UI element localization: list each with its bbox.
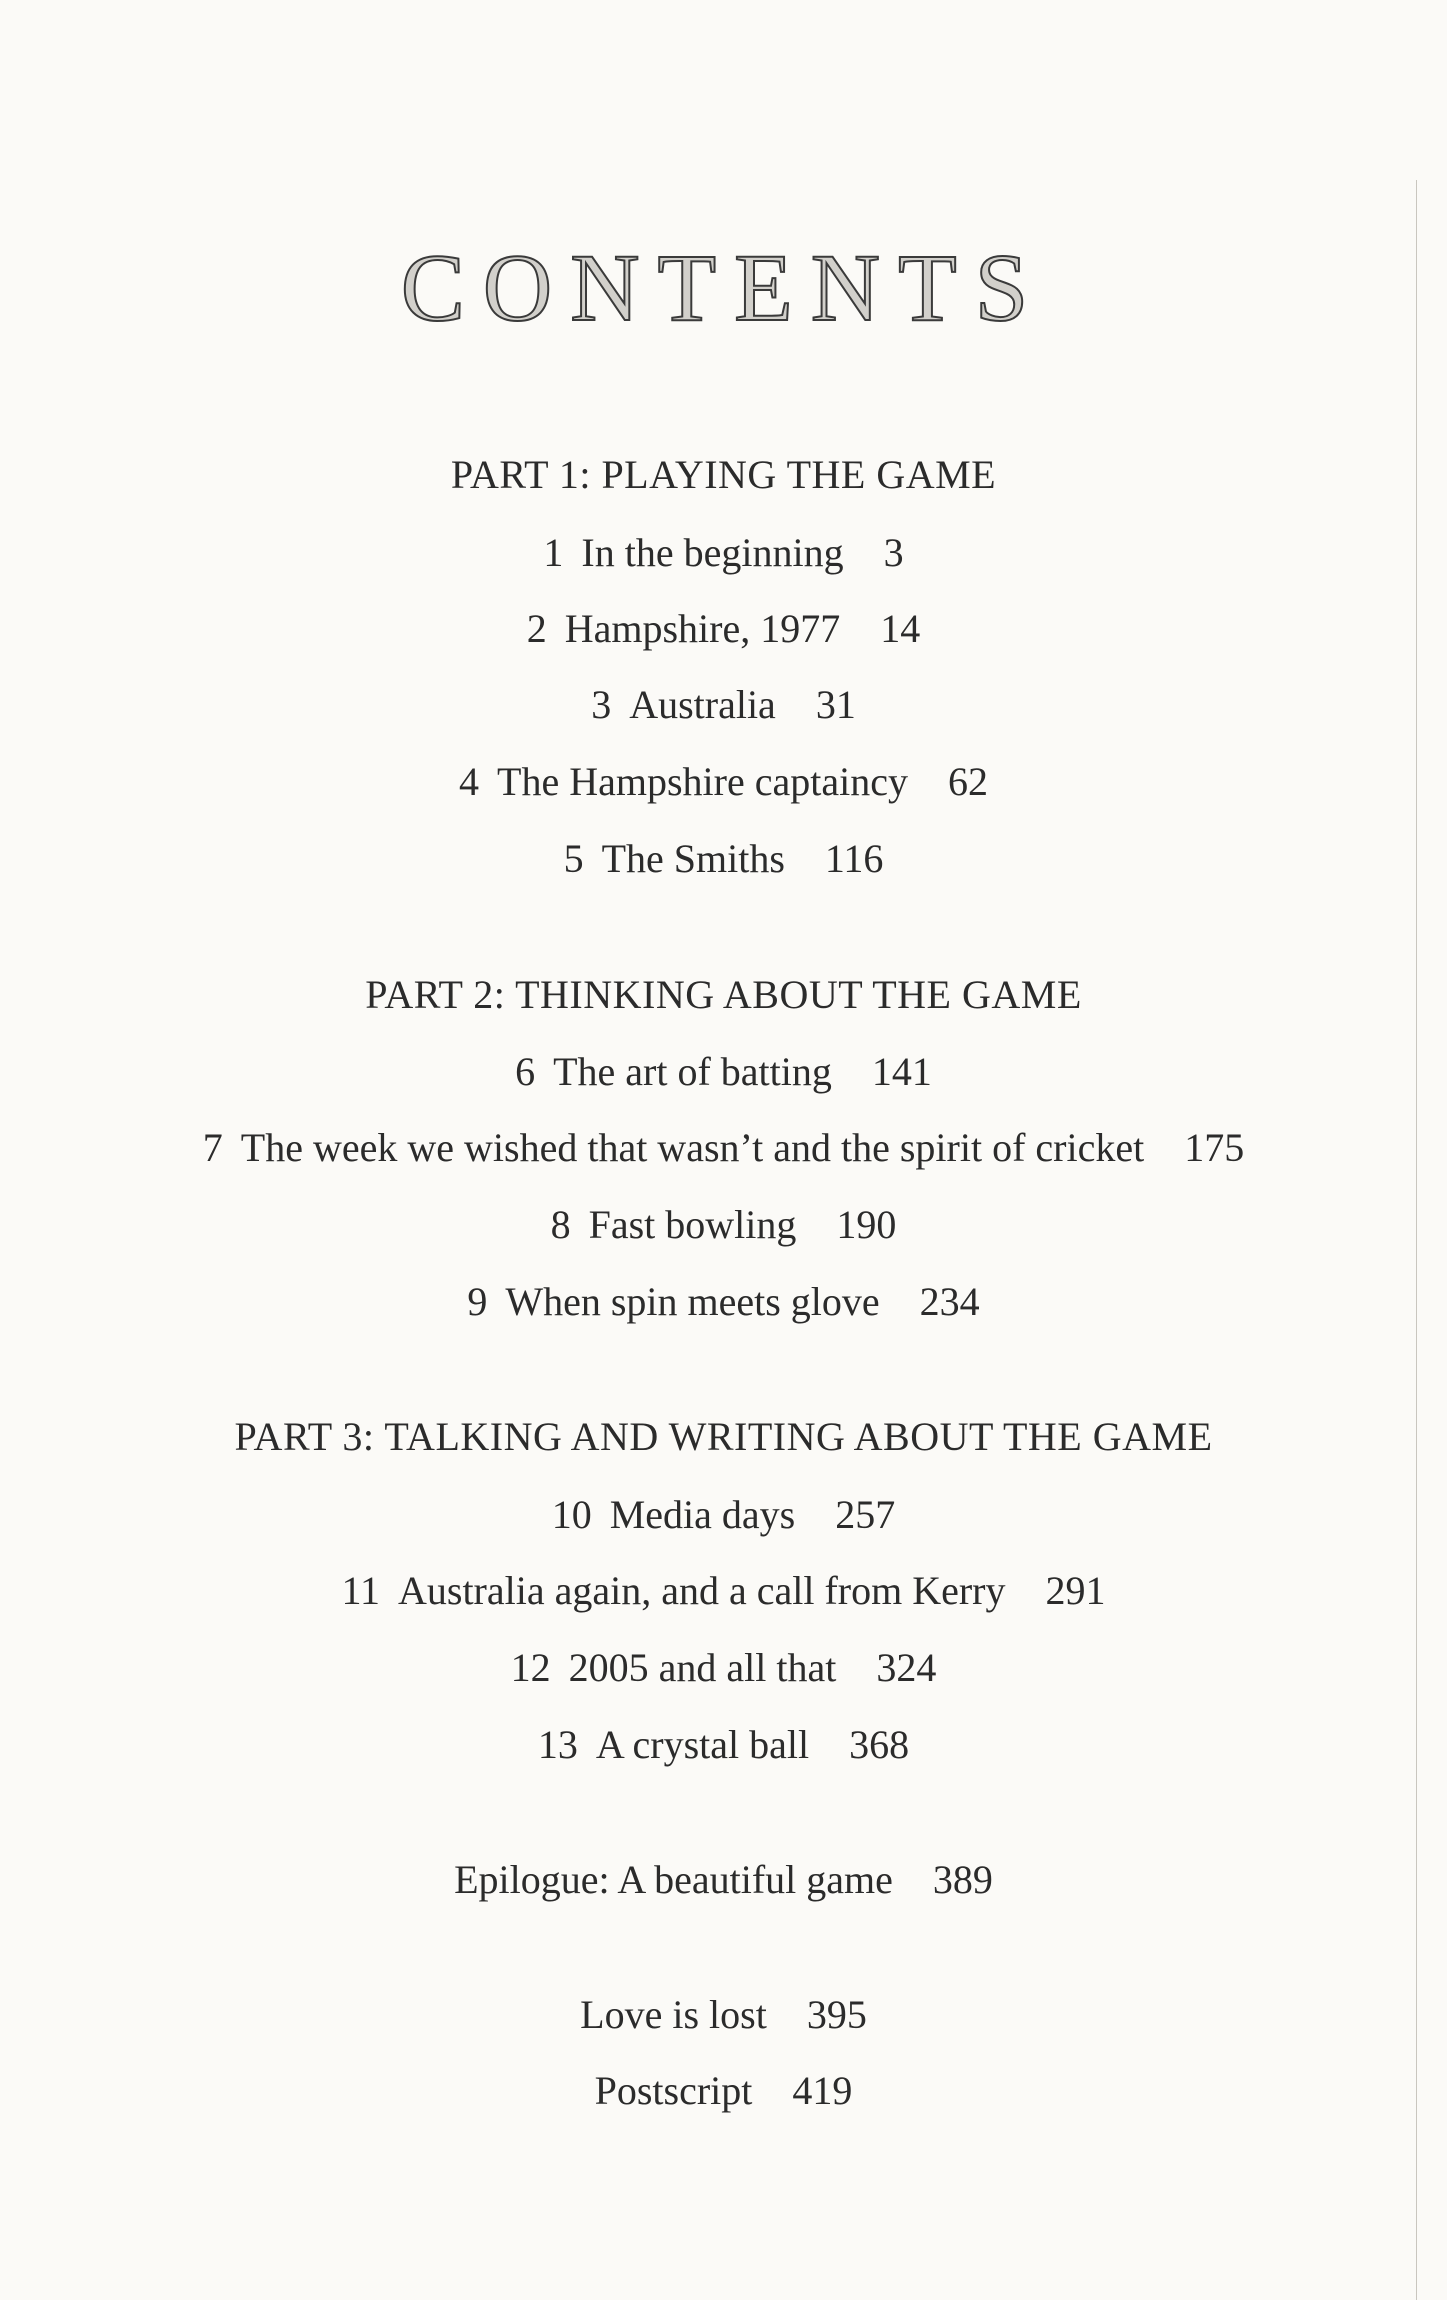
part-2-heading: PART 2: THINKING ABOUT THE GAME (365, 972, 1082, 1017)
entry-number: 4 (459, 759, 480, 804)
part-3-heading: PART 3: TALKING AND WRITING ABOUT THE GAME (234, 1414, 1213, 1459)
entry-number: 10 (551, 1492, 592, 1537)
entry-title: The art of batting (553, 1049, 832, 1094)
entry-number: 8 (550, 1202, 571, 1247)
entry-number: 2 (526, 606, 547, 651)
toc-entry[interactable] (0, 1645, 1447, 1690)
entry-page: 395 (806, 1992, 867, 2037)
entry-number: 7 (202, 1125, 223, 1170)
toc-entry[interactable] (0, 1202, 1447, 1247)
toc-entry[interactable] (0, 1279, 1447, 1324)
entry-title: In the beginning (581, 530, 844, 575)
entry-title: Love is lost (580, 1992, 767, 2037)
entry-page: 291 (1045, 1568, 1106, 1613)
toc-entry[interactable] (0, 759, 1447, 804)
toc-entry[interactable] (0, 530, 1447, 575)
entry-title: A crystal ball (595, 1722, 810, 1767)
entry-page: 234 (919, 1279, 980, 1324)
entry-number: 1 (543, 530, 564, 575)
entry-page: 141 (871, 1049, 932, 1094)
toc-entry[interactable] (0, 1125, 1447, 1170)
entry-number: 11 (341, 1568, 380, 1613)
entry-number: 5 (563, 836, 584, 881)
toc-entry[interactable] (0, 836, 1447, 881)
toc-entry[interactable] (0, 682, 1447, 727)
page-title: CONTENTS (400, 234, 1047, 341)
entry-number: 12 (510, 1645, 551, 1690)
part-1-heading: PART 1: PLAYING THE GAME (450, 452, 997, 497)
entry-page: 14 (880, 606, 921, 651)
entry-title: The Smiths (601, 836, 785, 881)
entry-title: Epilogue: A beautiful game (454, 1857, 893, 1902)
toc-entry[interactable] (0, 1568, 1447, 1613)
toc-extra[interactable] (0, 2068, 1447, 2113)
entry-page: 389 (932, 1857, 993, 1902)
entry-page: 257 (835, 1492, 896, 1537)
entry-title: Postscript (594, 2068, 753, 2113)
entry-page: 175 (1184, 1125, 1245, 1170)
toc-extra[interactable] (0, 1992, 1447, 2037)
entry-page: 324 (876, 1645, 937, 1690)
entry-page: 368 (849, 1722, 910, 1767)
entry-title: Fast bowling (588, 1202, 797, 1247)
entry-page: 62 (947, 759, 988, 804)
entry-page: 419 (792, 2068, 853, 2113)
toc-entry[interactable] (0, 606, 1447, 651)
toc-entry[interactable] (0, 1049, 1447, 1094)
entry-page: 116 (824, 836, 884, 881)
entry-number: 6 (515, 1049, 536, 1094)
entry-page: 31 (815, 682, 856, 727)
entry-title: When spin meets glove (505, 1279, 880, 1324)
entry-title: Australia again, and a call from Kerry (397, 1568, 1006, 1613)
entry-number: 3 (591, 682, 612, 727)
entry-number: 9 (467, 1279, 488, 1324)
entry-title: The Hampshire captaincy (497, 759, 908, 804)
entry-title: The week we wished that wasn’t and the spirit of cricket (240, 1125, 1145, 1170)
entry-title: Hampshire, 1977 (564, 606, 841, 651)
entry-title: Media days (609, 1492, 796, 1537)
toc-entry[interactable] (0, 1492, 1447, 1537)
entry-title: Australia (629, 682, 776, 727)
toc-epilogue[interactable] (0, 1857, 1447, 1902)
toc-entry[interactable] (0, 1722, 1447, 1767)
entry-page: 3 (883, 530, 904, 575)
entry-title: 2005 and all that (568, 1645, 837, 1690)
entry-number: 13 (537, 1722, 578, 1767)
entry-page: 190 (836, 1202, 897, 1247)
